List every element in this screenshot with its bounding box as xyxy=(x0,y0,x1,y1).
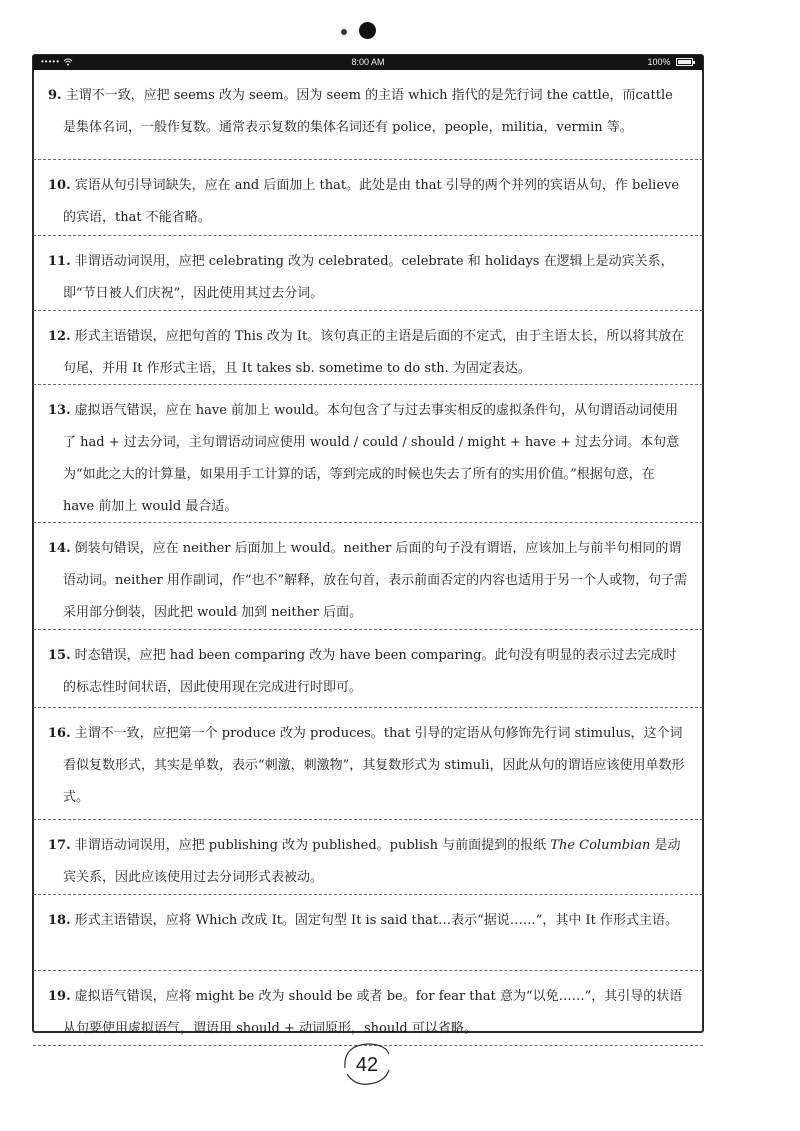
battery-icon xyxy=(676,58,693,66)
entry-text: 虚拟语气错误，应将 might be 改为 should be 或者 be。for fear that 意为“以免……”，其引导的状语从句要使用虚拟语气，谓语用 should + 动词原形，should 可以省略。 xyxy=(63,989,683,1036)
answer-entry-13 xyxy=(33,385,703,523)
status-time: 8:00 AM xyxy=(351,57,385,67)
status-right xyxy=(647,57,693,67)
answer-entry-9 xyxy=(33,70,703,160)
entry-number: 15. xyxy=(48,648,71,663)
entry-number: 17. xyxy=(48,838,71,853)
entry-text: 虚拟语气错误，应在 have 前加上 would。本句包含了与过去事实相反的虚拟条件句，从句谓语动词使用了 had + 过去分词，主句谓语动词应使用 would / could / should / might + have + 过去分词。本句意为“如此之大的计算量，如果用手工计算的话，等到完成的时候也失去了所有的实用价值。”根据句意，在 have 前加上 would 最合适。 xyxy=(63,403,680,514)
answer-entry-12 xyxy=(33,311,703,385)
entry-text: 主谓不一致，应把第一个 produce 改为 produces。that 引导的定语从句修饰先行词 stimulus，这个词看似复数形式，其实是单数，表示“刺激，刺激物”，其复数形式为 stimuli，因此从句的谓语应该使用单数形式。 xyxy=(63,726,685,805)
entry-number: 13. xyxy=(48,403,71,418)
answer-entry-18 xyxy=(33,895,703,971)
entry-number: 12. xyxy=(48,329,71,344)
proximity-sensor xyxy=(341,29,347,35)
battery-percent: 100% xyxy=(647,57,671,67)
answer-entry-16 xyxy=(33,708,703,820)
answer-entry-10 xyxy=(33,160,703,236)
entry-text: 倒装句错误，应在 neither 后面加上 would。neither 后面的句子没有谓语，应该加上与前半句相同的谓语动词。neither 用作副词，作“也不”解释，放在句首，表示前面否定的内容也适用于另一个人或物，句子需采用部分倒装，因此把 would 加到 neither 后面。 xyxy=(63,541,688,620)
front-camera xyxy=(359,22,376,39)
entry-number: 9. xyxy=(48,88,62,103)
answer-list xyxy=(33,70,703,1046)
entry-number: 19. xyxy=(48,989,71,1004)
entry-text: 宾语从句引导词缺失，应在 and 后面加上 that。此处是由 that 引导的两个并列的宾语从句，作 believe 的宾语，that 不能省略。 xyxy=(63,178,680,225)
answer-entry-19 xyxy=(33,971,703,1046)
answer-entry-15 xyxy=(33,630,703,708)
answer-entry-11 xyxy=(33,236,703,311)
entry-number: 10. xyxy=(48,178,71,193)
entry-text: 主谓不一致，应把 seems 改为 seem。因为 seem 的主语 which 指代的是先行词 the cattle，而cattle 是集体名词，一般作复数。通常表示复数的集体名词还有 police，people，militia，vermin 等。 xyxy=(63,88,673,135)
newspaper-title: The Columbian xyxy=(550,838,651,853)
page-number-text: 42 xyxy=(355,1054,379,1076)
entry-text: 形式主语错误，应把句首的 This 改为 It。该句真正的主语是后面的不定式，由于主语太长，所以将其放在句尾，并用 It 作形式主语，且 It takes sb. sometime to do sth. 为固定表达。 xyxy=(63,329,685,376)
status-bar xyxy=(33,55,703,70)
answer-entry-14 xyxy=(33,523,703,630)
answer-entry-17 xyxy=(33,820,703,895)
entry-text: 非谓语动词误用，应把 celebrating 改为 celebrated。celebrate 和 holidays 在逻辑上是动宾关系，即“节日被人们庆祝”，因此使用其过去分词。 xyxy=(63,254,674,301)
entry-text: 形式主语错误，应将 Which 改成 It。固定句型 It is said that…表示“据说……”，其中 It 作形式主语。 xyxy=(74,913,679,928)
signal-dots: ••••• xyxy=(41,57,61,66)
entry-number: 11. xyxy=(48,254,71,269)
entry-text: 时态错误，应把 had been comparing 改为 have been comparing。此句没有明显的表示过去完成时的标志性时间状语，因此使用现在完成进行时即可。 xyxy=(63,648,677,695)
entry-text-after: 是动宾关系，因此应该使用过去分词形式表被动。 xyxy=(63,838,681,885)
entry-number: 16. xyxy=(48,726,71,741)
entry-number: 14. xyxy=(48,541,71,556)
page-number xyxy=(339,1038,395,1088)
entry-text-before: 非谓语动词误用，应把 publishing 改为 published。publish 与前面提到的报纸 xyxy=(74,838,551,853)
entry-number: 18. xyxy=(48,913,71,928)
